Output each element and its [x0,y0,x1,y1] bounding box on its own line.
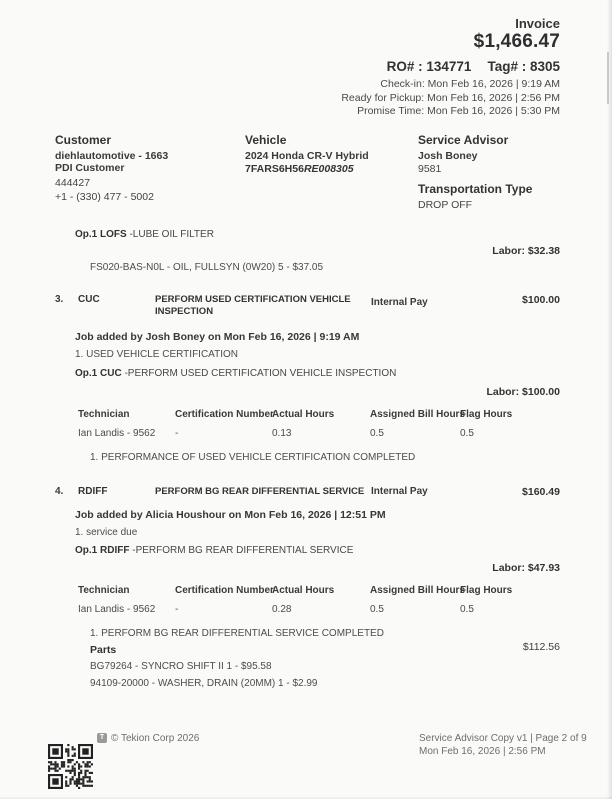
col-cert-number: Certification Number [175,409,274,420]
parts-heading: Parts [90,644,117,656]
ready-pickup-line: Ready for Pickup: Mon Feb 16, 2026 | 2:56 PM [341,92,560,104]
customer-name: diehlautomotive - 1663 [55,150,169,162]
col-assigned-bill-hours: Assigned Bill Hours [370,585,466,596]
advisor-number: 9581 [418,163,442,175]
cell-actual-hours: 0.28 [272,604,292,615]
job-story: 1. PERFORMANCE OF USED VEHICLE CERTIFICATION COMPLETED [90,452,416,463]
print-datetime: Mon Feb 16, 2026 | 2:56 PM [419,746,546,757]
cell-technician: Ian Landis - 9562 [78,428,156,439]
vehicle-model: 2024 Honda CR-V Hybrid [245,150,369,162]
cell-flag-hours: 0.5 [460,428,474,439]
job-number: 4. [55,486,64,497]
cell-cert-number: - [175,428,179,439]
cell-cert-number: - [175,604,179,615]
job-amount: $160.49 [522,486,560,498]
customer-phone: +1 - (330) 477 - 5002 [55,191,154,203]
ro-tag-line [387,59,560,74]
op-desc: -PERFORM USED CERTIFICATION VEHICLE INSPECTION [124,368,397,379]
customer-id: 444427 [55,177,91,189]
cell-assigned-bill-hours: 0.5 [370,604,384,615]
vin-suffix: RE008305 [303,163,354,175]
doc-type-label: Invoice [515,16,560,31]
op-desc: -LUBE OIL FILTER [129,229,214,240]
job-description: PERFORM USED CERTIFICATION VEHICLE INSPECTION [155,294,351,317]
job-story: 1. PERFORM BG REAR DIFFERENTIAL SERVICE COMPLETED [90,628,384,639]
col-technician: Technician [78,409,130,420]
service-advisor-heading: Service Advisor [418,133,509,147]
cell-flag-hours: 0.5 [460,604,474,615]
op-code: Op.1 RDIFF [75,545,130,556]
part-line: 94109-20000 - WASHER, DRAIN (20MM) 1 - $2.99 [90,678,318,689]
vin-prefix: 7FARS6H56 [245,163,304,175]
col-flag-hours: Flag Hours [460,409,513,420]
advisor-name: Josh Boney [418,150,478,162]
promise-time-line: Promise Time: Mon Feb 16, 2026 | 5:30 PM [357,105,560,117]
qr-code [48,744,93,789]
labor-amount: Labor: $100.00 [486,386,560,398]
job-pay-type: Internal Pay [371,297,428,308]
op-line-lofs [75,229,214,240]
job-opcode: CUC [78,294,100,305]
col-cert-number: Certification Number [175,585,274,596]
scan-edge-shadow [607,0,612,799]
op-desc: -PERFORM BG REAR DIFFERENTIAL SERVICE [132,545,354,556]
cell-actual-hours: 0.13 [272,428,292,439]
scan-artifact [607,52,609,104]
customer-heading: Customer [55,133,112,147]
labor-amount: Labor: $32.38 [492,245,560,257]
transportation-heading: Transportation Type [418,182,533,196]
col-technician: Technician [78,585,130,596]
op-code: Op.1 CUC [75,368,122,379]
col-assigned-bill-hours: Assigned Bill Hours [370,409,466,420]
part-line: BG79264 - SYNCRO SHIFT II 1 - $95.58 [90,661,272,672]
tag-number: Tag# : 8305 [487,59,560,74]
job-added-line: Job added by Josh Boney on Mon Feb 16, 2026 | 9:19 AM [75,331,360,343]
job-pay-type: Internal Pay [371,486,428,497]
op-code: Op.1 LOFS [75,229,127,240]
col-actual-hours: Actual Hours [272,409,335,420]
job-concern: 1. USED VEHICLE CERTIFICATION [75,349,238,360]
ro-number: RO# : 134771 [386,59,472,74]
tekion-logo-icon: T [97,733,107,743]
job-amount: $100.00 [522,294,560,306]
parts-total: $112.56 [522,641,560,653]
copy-page-line: Service Advisor Copy v1 | Page 2 of 9 [419,733,587,744]
invoice-total: $1,466.47 [473,31,560,52]
part-line: FS020-BAS-N0L - OIL, FULLSYN (0W20) 5 - $37.05 [90,262,324,273]
job-opcode: RDIFF [78,486,108,497]
cell-assigned-bill-hours: 0.5 [370,428,384,439]
vehicle-vin [245,163,354,175]
vehicle-heading: Vehicle [245,133,287,147]
labor-amount: Labor: $47.93 [492,562,560,574]
job-number: 3. [55,294,64,305]
customer-type: PDI Customer [55,162,125,174]
op-line-cuc [75,368,396,379]
col-flag-hours: Flag Hours [460,585,513,596]
transportation-value: DROP OFF [418,199,473,211]
copyright-text: © Tekion Corp 2026 [111,733,200,744]
op-line-rdiff [75,545,353,556]
cell-technician: Ian Landis - 9562 [78,604,156,615]
job-added-line: Job added by Alicia Houshour on Mon Feb 16, 2026 | 12:51 PM [75,509,386,521]
col-actual-hours: Actual Hours [272,585,335,596]
checkin-line: Check-in: Mon Feb 16, 2026 | 9:19 AM [380,78,560,90]
job-description: PERFORM BG REAR DIFFERENTIAL SERVICE [155,486,365,497]
job-concern: 1. service due [75,527,138,538]
